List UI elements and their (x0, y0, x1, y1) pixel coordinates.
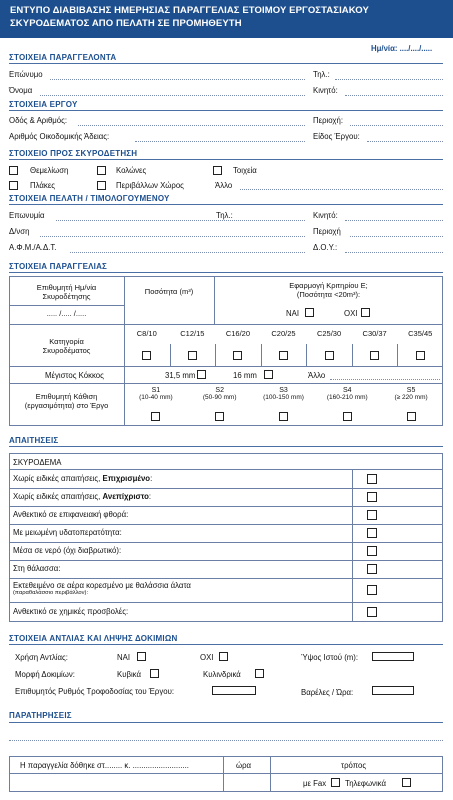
method-label: τρόπος (341, 761, 367, 770)
requirement-checkbox[interactable] (367, 510, 377, 520)
project-type-label: Είδος Έργου: (313, 132, 360, 141)
orderer-phone-label: Τηλ.: (313, 70, 330, 79)
slump-class-checkbox[interactable] (215, 412, 224, 421)
client-address-label: Δ/νση (9, 227, 30, 236)
table-divider (124, 276, 125, 426)
slump-class-label: S4 (160-210 mm) (326, 387, 368, 401)
table-divider (9, 602, 443, 603)
mast-height-label: Ύψος Ιστού (m): (301, 653, 359, 662)
element-section-title: ΣΤΟΙΧΕΙΟ ΠΡΟΣ ΣΚΥΡΟΔΕΤΗΣΗ (9, 149, 138, 158)
aggregate-16-label: 16 mm (233, 371, 257, 380)
quantity-header: Ποσότητα (m³) (144, 287, 194, 296)
use-pump-label: Χρήση Αντλίας: (15, 653, 68, 662)
project-area-label: Περιοχή: (313, 116, 343, 125)
project-permit-label: Αριθμός Οικοδομικής Άδειας: (9, 132, 110, 141)
concrete-class-label: C30/37 (362, 329, 387, 338)
table-divider (9, 305, 124, 306)
divider (9, 110, 443, 111)
table-divider (9, 560, 443, 561)
pump-no-checkbox[interactable] (219, 652, 228, 661)
table-divider (223, 756, 224, 792)
slump-class-label: S2 (50-90 mm) (202, 387, 237, 401)
other-element-label: Άλλο (215, 181, 233, 190)
table-divider (9, 488, 443, 489)
pump-section-title: ΣΤΟΙΧΕΙΑ ΑΝΤΛΙΑΣ ΚΑΙ ΛΗΨΗΣ ΔΟΚΙΜΙΩΝ (9, 634, 178, 643)
slump-class-label: S1 (10-40 mm) (139, 387, 173, 401)
project-street-label: Οδός & Αριθμός: (9, 116, 68, 125)
requirement-label: Χωρίς ειδικές απαιτήσεις, Ανεπίχριστο: (13, 492, 152, 501)
pump-no-label: ΟΧΙ (200, 653, 214, 662)
orderer-mobile-label: Κινητό: (313, 86, 338, 95)
table-divider (306, 344, 307, 366)
criterion-no-label: ΟΧΙ (344, 309, 358, 318)
category-header: Κατηγορία Σκυροδέματος (42, 337, 91, 355)
phone-method-checkbox[interactable] (402, 778, 411, 787)
aggregate-label: Μέγιστος Κόκκος (45, 371, 104, 380)
table-divider (9, 578, 443, 579)
requirement-label: Ανθεκτικό σε επιφανειακή φθορά: (13, 510, 129, 519)
table-divider (270, 756, 271, 792)
table-divider (215, 344, 216, 366)
client-company-field[interactable] (56, 220, 305, 221)
aggregate-31-checkbox[interactable] (197, 370, 206, 379)
project-type-field[interactable] (367, 141, 443, 142)
criterion-no-checkbox[interactable] (361, 308, 370, 317)
criterion-yes-checkbox[interactable] (305, 308, 314, 317)
mast-height-input[interactable] (372, 652, 414, 661)
requirement-label: Εκτεθειμένο σε αέρα κορεσμένο με θαλάσσια άλατα (παραθαλάσσιο περιβάλλον): (13, 581, 191, 596)
divider (9, 204, 443, 205)
table-divider (9, 506, 443, 507)
slabs-label: Πλάκες (30, 181, 56, 190)
orderer-name-field[interactable] (40, 95, 305, 96)
walls-label: Τοιχεία (233, 166, 257, 175)
time-label: ώρα (236, 761, 252, 770)
specimen-shape-label: Μορφή Δοκιμίων: (15, 670, 75, 679)
orderer-name-label: Όνομα (9, 86, 33, 95)
requirement-checkbox[interactable] (367, 564, 377, 574)
criterion-yes-label: ΝΑΙ (286, 309, 299, 318)
orderer-section-title: ΣΤΟΙΧΕΙΑ ΠΑΡΑΓΓΕΛΟΝΤΑ (9, 53, 117, 62)
requirements-section-title: ΑΠΑΙΤΗΣΕΙΣ (9, 436, 59, 445)
slabs-checkbox[interactable] (9, 181, 18, 190)
client-area-field[interactable] (350, 236, 443, 237)
orderer-surname-field[interactable] (50, 79, 305, 80)
table-divider (9, 524, 443, 525)
table-divider (9, 469, 443, 470)
requirement-label: Με μειωμένη υδατοπερατότητα: (13, 528, 122, 537)
cylindrical-label: Κυλινδρικά (203, 670, 241, 679)
remarks-section-title: ΠΑΡΑΤΗΡΗΣΕΙΣ (9, 711, 72, 720)
desired-date-header: Επιθυμητή Ημ/νία Σκυροδέτησης (36, 283, 97, 301)
slump-header: Επιθυμητή Κάθιση (εργασιμότητα) στο Έργο (24, 392, 109, 410)
requirement-label: Ανθεκτικό σε χημικές προσβολές: (13, 607, 129, 616)
client-afm-field[interactable] (70, 252, 305, 253)
concrete-class-label: C12/15 (180, 329, 205, 338)
feed-rate-input[interactable] (212, 686, 256, 695)
table-divider (9, 773, 443, 774)
perimeter-label: Περιβάλλων Χώρος (116, 181, 184, 190)
aggregate-31-label: 31,5 mm (165, 371, 196, 380)
columns-label: Κολώνες (116, 166, 147, 175)
table-divider (352, 344, 353, 366)
cylindrical-checkbox[interactable] (255, 669, 264, 678)
barrels-per-hour-input[interactable] (372, 686, 414, 695)
remarks-field[interactable] (9, 740, 443, 741)
perimeter-checkbox[interactable] (97, 181, 106, 190)
client-phone-label: Τηλ.: (216, 211, 233, 220)
phone-method-label: Τηλεφωνικά (345, 779, 386, 788)
concrete-subheader: ΣΚΥΡΟΔΕΜΑ (13, 458, 62, 467)
client-address-field[interactable] (40, 236, 305, 237)
concrete-class-label: C20/25 (271, 329, 296, 338)
date-label[interactable]: Ημ/νία: ..../..../..... (371, 44, 433, 53)
table-divider (9, 324, 443, 325)
divider (9, 272, 443, 273)
pump-yes-checkbox[interactable] (137, 652, 146, 661)
slump-class-label: S5 (≥ 220 mm) (394, 387, 428, 401)
concrete-class-checkbox[interactable] (279, 351, 288, 360)
orderer-mobile-field[interactable] (345, 95, 443, 96)
other-element-field[interactable] (240, 189, 443, 190)
project-street-field[interactable] (78, 125, 305, 126)
requirement-checkbox[interactable] (367, 492, 377, 502)
client-section-title: ΣΤΟΙΧΕΙΑ ΠΕΛΑΤΗ / ΤΙΜΟΛΟΓΟΥΜΕΝΟΥ (9, 194, 170, 203)
concrete-class-checkbox[interactable] (233, 351, 242, 360)
aggregate-16-checkbox[interactable] (264, 370, 273, 379)
concrete-class-label: C35/45 (408, 329, 433, 338)
criterion-header: Εφαρμογή Κριτηρίου Ε; (Ποσότητα <20m³): (289, 281, 368, 299)
barrels-per-hour-label: Βαρέλες / Ώρα: (301, 688, 354, 697)
table-divider (397, 344, 398, 366)
concrete-class-checkbox[interactable] (325, 351, 334, 360)
table-divider (9, 366, 443, 367)
form-title-line2: ΣΚΥΡΟΔΕΜΑΤΟΣ ΑΠΟ ΠΕΛΑΤΗ ΣΕ ΠΡΟΜΗΘΕΥΤΗ (10, 18, 242, 29)
columns-checkbox[interactable] (97, 166, 106, 175)
divider (9, 722, 443, 723)
project-permit-field[interactable] (135, 141, 305, 142)
client-company-label: Επωνυμία (9, 211, 45, 220)
walls-checkbox[interactable] (213, 166, 222, 175)
fax-checkbox[interactable] (331, 778, 340, 787)
project-area-field[interactable] (350, 125, 443, 126)
divider (9, 159, 443, 160)
client-area-label: Περιοχή (313, 227, 341, 236)
client-mobile-label: Κινητό: (313, 211, 338, 220)
requirement-checkbox[interactable] (367, 607, 377, 617)
foundation-checkbox[interactable] (9, 166, 18, 175)
concrete-class-checkbox[interactable] (142, 351, 151, 360)
client-doy-label: Δ.Ο.Υ.: (313, 243, 338, 252)
table-divider (9, 542, 443, 543)
client-mobile-field[interactable] (345, 220, 443, 221)
order-section-title: ΣΤΟΙΧΕΙΑ ΠΑΡΑΓΓΕΛΙΑΣ (9, 262, 108, 271)
table-divider (170, 344, 171, 366)
slump-class-label: S3 (100-150 mm) (263, 387, 304, 401)
orderer-surname-label: Επώνυμο (9, 70, 43, 79)
desired-date-field[interactable]: ..... /..... /..... (46, 309, 87, 318)
client-doy-field[interactable] (345, 252, 443, 253)
project-section-title: ΣΤΟΙΧΕΙΑ ΕΡΓΟΥ (9, 100, 78, 109)
concrete-class-label: C25/30 (316, 329, 342, 338)
order-given-label: Η παραγγελία δόθηκε στ........ κ. .......................... (20, 761, 189, 770)
concrete-class-checkbox[interactable] (370, 351, 379, 360)
requirement-checkbox[interactable] (367, 528, 377, 538)
pump-yes-label: ΝΑΙ (117, 653, 130, 662)
table-divider (261, 344, 262, 366)
requirement-checkbox[interactable] (367, 546, 377, 556)
cubic-label: Κυβικά (117, 670, 141, 679)
requirement-label: Στη θάλασσα: (13, 564, 61, 573)
table-divider (9, 383, 443, 384)
concrete-class-checkbox[interactable] (416, 351, 425, 360)
foundation-label: Θεμελίωση (30, 166, 69, 175)
form-header (0, 0, 453, 38)
table-divider (352, 470, 353, 622)
concrete-class-checkbox[interactable] (188, 351, 197, 360)
aggregate-other-label: Άλλο (308, 371, 326, 380)
client-afm-label: Α.Φ.Μ./Α.Δ.Τ. (9, 243, 57, 252)
feed-rate-label: Επιθυμητός Ρυθμός Τροφοδοσίας του Έργου: (15, 687, 175, 696)
slump-class-checkbox[interactable] (151, 412, 160, 421)
aggregate-other-field[interactable] (330, 379, 440, 380)
concrete-class-label: C8/10 (136, 329, 157, 338)
slump-class-checkbox[interactable] (343, 412, 352, 421)
fax-label: με Fax (303, 779, 327, 788)
divider (9, 446, 443, 447)
requirement-checkbox[interactable] (367, 585, 377, 595)
divider (9, 644, 443, 645)
requirement-label: Μέσα σε νερό (όχι διαβρωτικό): (13, 546, 122, 555)
slump-class-checkbox[interactable] (279, 412, 288, 421)
orderer-phone-field[interactable] (335, 79, 443, 80)
concrete-class-label: C16/20 (225, 329, 251, 338)
cubic-checkbox[interactable] (150, 669, 159, 678)
divider (9, 63, 443, 64)
requirement-checkbox[interactable] (367, 474, 377, 484)
form-title-line1: ΕΝΤΥΠΟ ΔΙΑΒΙΒΑΣΗΣ ΗΜΕΡΗΣΙΑΣ ΠΑΡΑΓΓΕΛΙΑΣ ΕΤΟΙΜΟΥ ΕΡΓΟΣΤΑΣΙΑΚΟΥ (10, 5, 369, 16)
requirement-label: Χωρίς ειδικές απαιτήσεις, Επιχρισμένο: (13, 474, 153, 483)
slump-class-checkbox[interactable] (407, 412, 416, 421)
